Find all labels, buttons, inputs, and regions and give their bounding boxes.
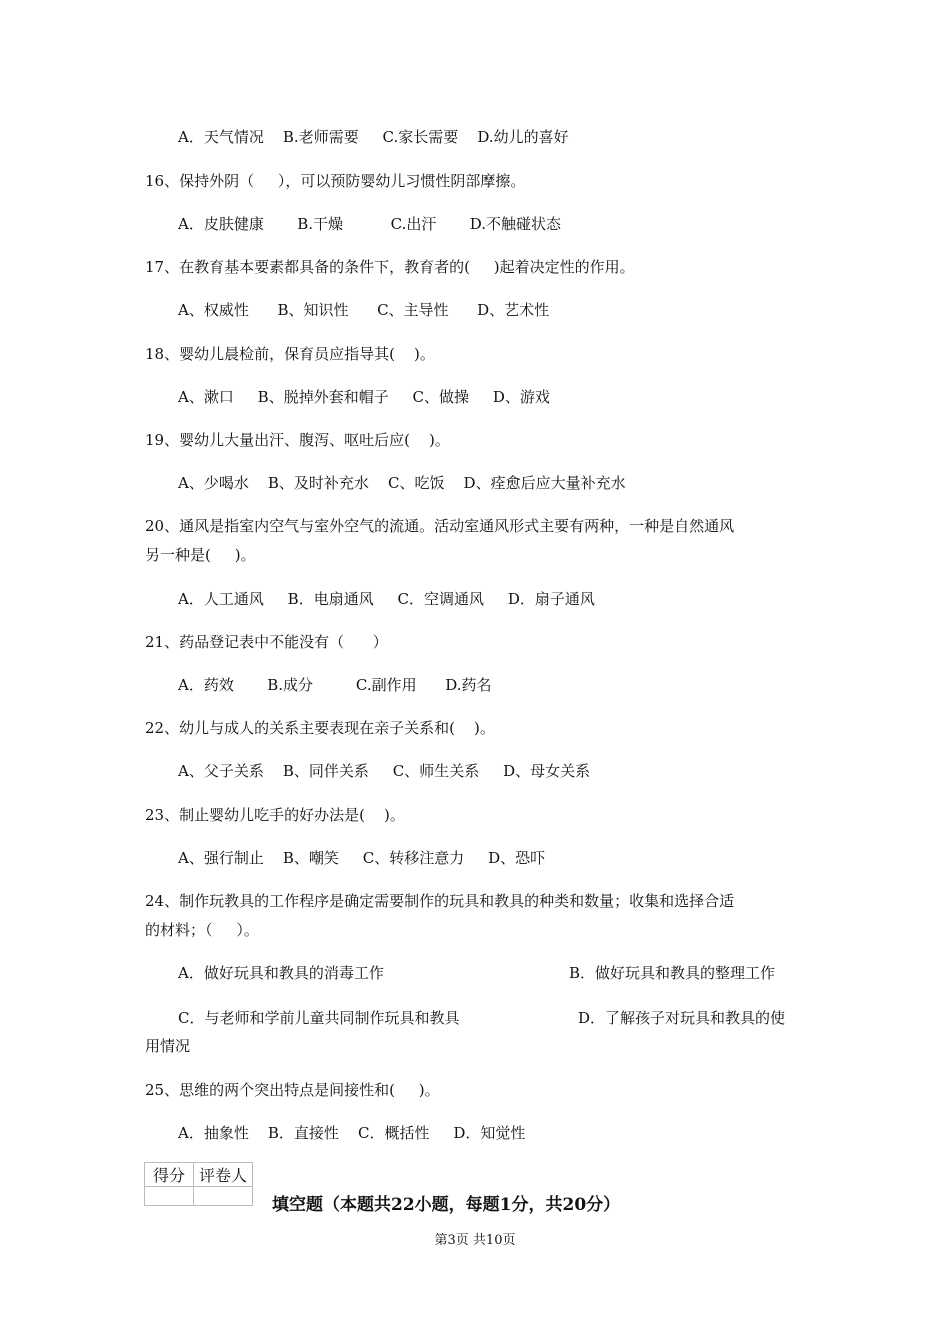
q15-options: A．天气情况 B.老师需要 C.家长需要 D.幼儿的喜好 — [178, 128, 569, 146]
q19-options: A、少喝水 B、及时补充水 C、吃饭 D、痊愈后应大量补充水 — [178, 474, 626, 492]
q18-stem: 18、婴幼儿晨检前，保育员应指导其( )。 — [145, 345, 435, 363]
q24-option-b: B．做好玩具和教具的整理工作 — [569, 964, 776, 982]
q16-options: A．皮肤健康 B.干燥 C.出汗 D.不触碰状态 — [178, 215, 562, 233]
q24-stem-continued: 的材料；（ ）。 — [145, 921, 259, 939]
q18-options: A、漱口 B、脱掉外套和帽子 C、做操 D、游戏 — [178, 388, 550, 406]
q20-stem-continued: 另一种是( )。 — [145, 546, 256, 564]
section-title: 填空题（本题共22小题，每题1分，共20分） — [272, 1195, 621, 1215]
grader-cell — [194, 1187, 253, 1206]
score-box — [144, 1162, 253, 1206]
q25-options: A．抽象性 B．直接性 C．概括性 D．知觉性 — [178, 1124, 526, 1142]
q24-stem: 24、制作玩教具的工作程序是确定需要制作的玩具和教具的种类和数量；收集和选择合适 — [145, 892, 735, 910]
q17-options: A、权威性 B、知识性 C、主导性 D、艺术性 — [178, 301, 550, 319]
q24-option-a: A．做好玩具和教具的消毒工作 — [178, 964, 384, 982]
q20-stem: 20、通风是指室内空气与室外空气的流通。活动室通风形式主要有两种，一种是自然通风 — [145, 517, 735, 535]
q23-stem: 23、制止婴幼儿吃手的好办法是( )。 — [145, 806, 405, 824]
q22-stem: 22、幼儿与成人的关系主要表现在亲子关系和( )。 — [145, 719, 495, 737]
q20-options: A．人工通风 B．电扇通风 C．空调通风 D．扇子通风 — [178, 590, 595, 608]
q17-stem: 17、在教育基本要素都具备的条件下，教育者的( )起着决定性的作用。 — [145, 258, 635, 276]
q25-stem: 25、思维的两个突出特点是间接性和( )。 — [145, 1081, 440, 1099]
q16-stem: 16、保持外阴（ ），可以预防婴幼儿习惯性阴部摩擦。 — [145, 172, 526, 190]
q19-stem: 19、婴幼儿大量出汗、腹泻、呕吐后应( )。 — [145, 431, 450, 449]
score-header: 得分 — [145, 1163, 194, 1187]
q24-option-d: D．了解孩子对玩具和教具的使 — [578, 1009, 786, 1027]
q24-option-d-continued: 用情况 — [145, 1037, 191, 1055]
grader-header: 评卷人 — [194, 1163, 253, 1187]
q21-stem: 21、药品登记表中不能没有（ ） — [145, 633, 388, 651]
q24-option-c: C．与老师和学前儿童共同制作玩具和教具 — [178, 1009, 460, 1027]
page-footer: 第3页 共10页 — [434, 1233, 516, 1248]
q23-options: A、强行制止 B、嘲笑 C、转移注意力 D、恐吓 — [178, 849, 546, 867]
q22-options: A、父子关系 B、同伴关系 C、师生关系 D、母女关系 — [178, 762, 591, 780]
q21-options: A．药效 B.成分 C.副作用 D.药名 — [178, 676, 492, 694]
score-cell — [145, 1187, 194, 1206]
